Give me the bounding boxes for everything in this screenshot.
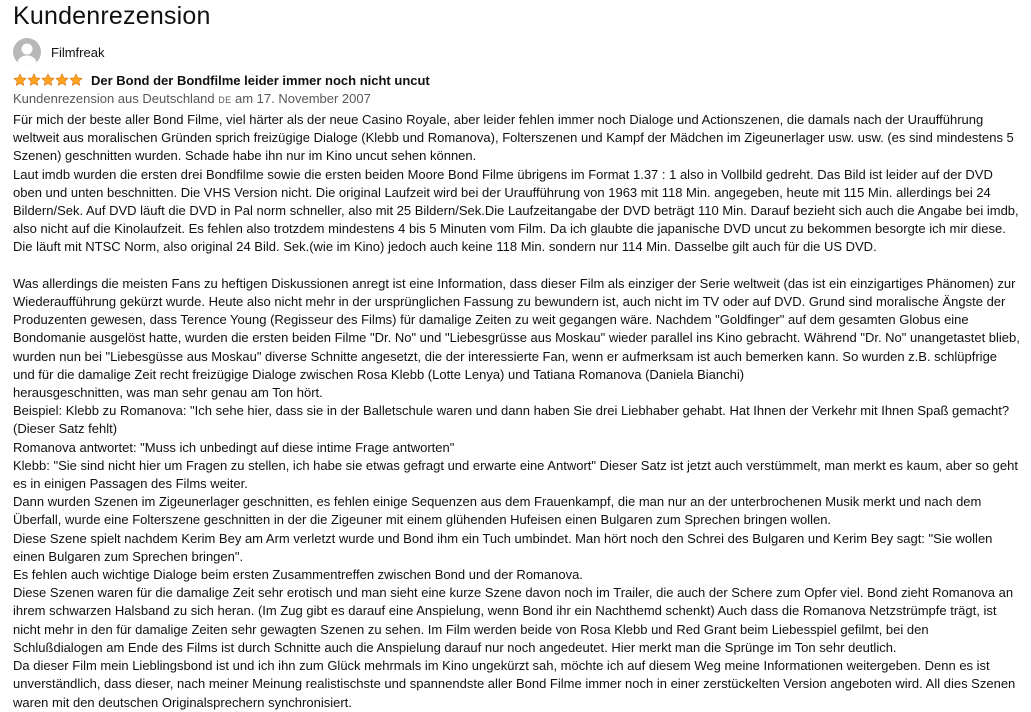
rating-line (13, 71, 1021, 89)
review-date: am 17. November 2007 (235, 91, 371, 106)
star-rating (13, 73, 83, 87)
star-icon (27, 73, 41, 87)
star-icon (69, 73, 83, 87)
star-icon (55, 73, 69, 87)
person-icon[interactable] (13, 38, 41, 66)
review-title[interactable]: Der Bond der Bondfilme leider immer noch nicht uncut (91, 72, 430, 88)
page-title: Kundenrezension (13, 2, 211, 30)
star-icon (41, 73, 55, 87)
star-icon (13, 73, 27, 87)
country-code: DE (218, 95, 232, 105)
reviewer-profile[interactable] (13, 38, 1021, 66)
reviewer-name[interactable]: Filmfreak (51, 44, 105, 60)
review-body: Für mich der beste aller Bond Filme, viel härter als der neue Casino Royale, aber leider fehlen immer noch Dialoge und Actionszenen, die damals nach der Uraufführung weltweit aus moralischen Gründen sprich freizügige Dialoge (Klebb und Romanova), Folterszenen und Kampf der Mädchen im Zigeunerlager usw. usw. (es sind mindestens 5 Szenen) geschnitten wurden. Schade habe ihn nur im Kino uncut sehen können. Laut imdb wurden die ersten drei Bondfilme sowie die ersten beiden Moore Bond Filme übrigens im Format 1.37 : 1 also in Vollbild gedreht. Das Bild ist leider auf der DVD oben und unten beschnitten. Die VHS Version nicht. Die original Laufzeit wird bei der Uraufführung von 1963 mit 118 Min. angegeben, heute mit 115 Min. allerdings bei 24 Bildern/Sek. Auf DVD läuft die DVD in Pal norm schneller, also mit 25 Bildern/Sek.Die Laufzeitangabe der DVD beträgt 110 Min. Darauf bezieht sich auch die Angabe bei imdb, also nicht auf die Kinolaufzeit. Es fehlen also trotzdem mindestens 4 bis 5 Minuten vom Film. Da ich glaubte die japanische DVD uncut zu bekommen besorgte ich mir diese. Die läuft mit NTSC Norm, also original 24 Bild. Sek.(wie im Kino) jedoch auch keine 118 Min. sondern nur 114 Min. Dasselbe gilt auch für die US DVD. Was allerdings die meisten Fans zu heftigen Diskussionen anregt ist eine Information, dass dieser Film als einziger der Serie weltweit (das ist ein einzigartiges Phänomen) zur Wiederaufführung gekürzt wurde. Heute also nicht mehr in der ursprünglichen Fassung zu bewundern ist, auch nicht im TV oder auf DVD. Grund sind moralische Ängste der Produzenten gewesen, dass Terence Young (Regisseur des Films) für damalige Zeiten zu weit gegangen wäre. Nachdem "Goldfinger" auf dem gesamten Globus eine Bondomanie ausgelöst hatte, wurden die ersten beiden Filme "Dr. No" und "Liebesgrüsse aus Moskau" wieder parallel ins Kino gebracht. Während "Dr. No" unangetastet blieb, wurden nun bei "Liebesgüsse aus Moskau" diverse Schnitte angesetzt, die der interessierte Fan, wenn er aufmerksam ist auch bemerken kann. So wurden z.B. schlüpfrige und für die damalige Zeit recht freizügige Dialoge zwischen Rosa Klebb (Lotte Lenya) und Tatiana Romanova (Daniela Bianchi) herausgeschnitten, was man sehr genau am Ton hört. Beispiel: Klebb zu Romanova: "Ich sehe hier, dass sie in der Balletschule waren und dann haben Sie drei Liebhaber gehabt. Hat Ihnen der Verkehr mit Ihnen Spaß gemacht?(Dieser Satz fehlt) Romanova antwortet: "Muss ich unbedingt auf diese intime Frage antworten" Klebb: "Sie sind nicht hier um Fragen zu stellen, ich habe sie etwas gefragt und erwarte eine Antwort" Dieser Satz ist jetzt auch verstümmelt, man merkt es kaum, aber so geht es in einigen Passagen des Films weiter. Dann wurden Szenen im Zigeunerlager geschnitten, es fehlen einige Sequenzen aus dem Frauenkampf, die man nur an der unterbrochenen Musik merkt und nach dem Überfall, wurde eine Folterszene geschnitten in der die Zigeuner mit einem glühenden Hufeisen einen Bulgaren zum Sprechen bringen wollen. Diese Szene spielt nachdem Kerim Bey am Arm verletzt wurde und Bond ihm ein Tuch umbindet. Man hört noch den Schrei des Bulgaren und Kerim Bey sagt: "Sie wollen einen Bulgaren zum Sprechen bringen". Es fehlen auch wichtige Dialoge beim ersten Zusammentreffen zwischen Bond und der Romanova. Diese Szenen waren für die damalige Zeit sehr erotisch und man sieht eine kurze Szene davon noch im Trailer, die auch der Schere zum Opfer viel. Bond zieht Romanova an ihrem schwarzen Halsband zu sich heran. (Im Zug gibt es darauf eine Anspielung, wenn Bond ihr ein Nachthemd schenkt) Auch dass die Romanova Netzstrümpfe trägt, ist nicht mehr in den für damalige Zeiten sehr gewagten Szenen zu sehen. Im Film werden beide von Rosa Klebb und Red Grant beim Liebesspiel gefilmt, bei den Schlußdialogen am Ende des Films ist durch Schnitte auch die Anspielung darauf nur noch angedeutet. Hier merkt man die Sprünge im Ton sehr deutlich. Da dieser Film mein Lieblingsbond ist und ich ihn zum Glück mehrmals im Kino ungekürzt sah, möchte ich auf diesem Weg meine Informationen weitergeben. Denn es ist unverständlich, dass dieser, nach meiner Meinung realistischste und spannendste aller Bond Filme immer noch in einer zerstückelten Version angeboten wird. All dies Szenen waren mit den deutschen Originalsprechern synchronisiert. (13, 112, 1020, 710)
review-meta (13, 90, 1021, 109)
review-origin: Kundenrezension aus Deutschland (13, 91, 215, 106)
